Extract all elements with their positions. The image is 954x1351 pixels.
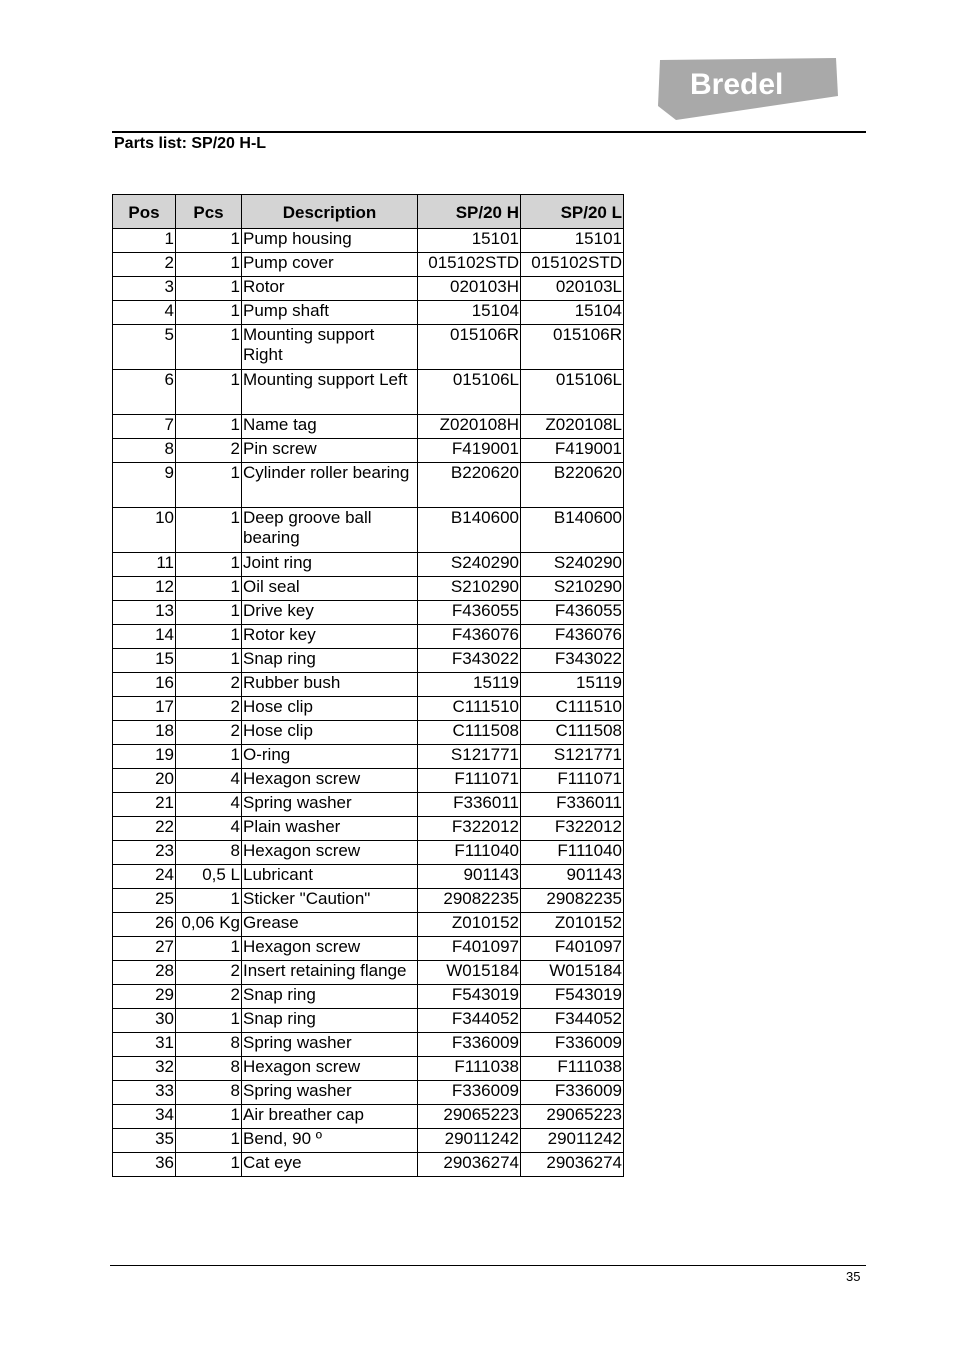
cell-description: Hexagon screw — [242, 937, 418, 961]
table-row — [113, 937, 624, 961]
cell-l: F401097 — [521, 937, 624, 961]
cell-description: Snap ring — [242, 649, 418, 673]
page-number: 35 — [846, 1269, 861, 1284]
cell-h: 29011242 — [418, 1129, 521, 1153]
cell-pos: 24 — [113, 865, 176, 889]
header-rule — [112, 131, 866, 133]
cell-pos: 34 — [113, 1105, 176, 1129]
cell-pcs: 1 — [176, 553, 242, 577]
cell-pcs: 1 — [176, 649, 242, 673]
header-sp20h: SP/20 H — [418, 195, 521, 229]
cell-description: Pin screw — [242, 439, 418, 463]
cell-h: F343022 — [418, 649, 521, 673]
cell-pcs: 8 — [176, 1057, 242, 1081]
cell-description: Bend, 90 º — [242, 1129, 418, 1153]
cell-l: F344052 — [521, 1009, 624, 1033]
cell-description: Spring washer — [242, 1081, 418, 1105]
cell-h: 015106L — [418, 370, 521, 415]
table-row — [113, 913, 624, 937]
cell-description: Hexagon screw — [242, 841, 418, 865]
cell-description: Insert retaining flange — [242, 961, 418, 985]
cell-pcs: 1 — [176, 601, 242, 625]
cell-pos: 19 — [113, 745, 176, 769]
cell-pcs: 1 — [176, 745, 242, 769]
cell-h: F419001 — [418, 439, 521, 463]
cell-pos: 18 — [113, 721, 176, 745]
table-row — [113, 601, 624, 625]
header-sp20l: SP/20 L — [521, 195, 624, 229]
cell-pos: 32 — [113, 1057, 176, 1081]
cell-l: B220620 — [521, 463, 624, 508]
parts-table — [112, 194, 624, 1177]
cell-description: Grease — [242, 913, 418, 937]
logo-text: Bredel — [690, 68, 784, 101]
table-row — [113, 577, 624, 601]
table-row — [113, 301, 624, 325]
cell-h: F111071 — [418, 769, 521, 793]
cell-pcs: 0,06 Kg — [176, 913, 242, 937]
cell-h: 29036274 — [418, 1153, 521, 1177]
cell-description: Name tag — [242, 415, 418, 439]
cell-l: F336009 — [521, 1033, 624, 1057]
cell-description: Cat eye — [242, 1153, 418, 1177]
cell-h: 015102STD — [418, 253, 521, 277]
cell-h: F436055 — [418, 601, 521, 625]
table-row — [113, 793, 624, 817]
cell-pos: 16 — [113, 673, 176, 697]
cell-pos: 2 — [113, 253, 176, 277]
cell-pcs: 1 — [176, 253, 242, 277]
table-row — [113, 769, 624, 793]
cell-h: S240290 — [418, 553, 521, 577]
cell-h: S210290 — [418, 577, 521, 601]
table-row — [113, 697, 624, 721]
cell-h: F322012 — [418, 817, 521, 841]
cell-h: F344052 — [418, 1009, 521, 1033]
cell-l: F336009 — [521, 1081, 624, 1105]
cell-pcs: 1 — [176, 625, 242, 649]
cell-pcs: 0,5 L — [176, 865, 242, 889]
cell-pos: 26 — [113, 913, 176, 937]
cell-h: C111510 — [418, 697, 521, 721]
table-row — [113, 841, 624, 865]
table-row — [113, 370, 624, 415]
table-row — [113, 865, 624, 889]
table-row — [113, 1129, 624, 1153]
header-description: Description — [242, 195, 418, 229]
cell-pcs: 4 — [176, 817, 242, 841]
cell-pos: 25 — [113, 889, 176, 913]
cell-pcs: 2 — [176, 673, 242, 697]
cell-pos: 14 — [113, 625, 176, 649]
table-row — [113, 415, 624, 439]
cell-pcs: 8 — [176, 1033, 242, 1057]
cell-h: 015106R — [418, 325, 521, 370]
cell-l: W015184 — [521, 961, 624, 985]
cell-description: Pump housing — [242, 229, 418, 253]
cell-l: 29065223 — [521, 1105, 624, 1129]
cell-description: Joint ring — [242, 553, 418, 577]
cell-l: 15101 — [521, 229, 624, 253]
cell-l: 015106L — [521, 370, 624, 415]
cell-pos: 17 — [113, 697, 176, 721]
cell-pcs: 1 — [176, 1153, 242, 1177]
cell-l: F111038 — [521, 1057, 624, 1081]
cell-pcs: 1 — [176, 937, 242, 961]
cell-h: 15101 — [418, 229, 521, 253]
cell-pos: 23 — [113, 841, 176, 865]
cell-pos: 9 — [113, 463, 176, 508]
table-row — [113, 649, 624, 673]
cell-l: 29011242 — [521, 1129, 624, 1153]
cell-l: F336011 — [521, 793, 624, 817]
cell-pos: 15 — [113, 649, 176, 673]
table-row — [113, 1009, 624, 1033]
cell-h: B220620 — [418, 463, 521, 508]
cell-pcs: 8 — [176, 841, 242, 865]
cell-l: F436076 — [521, 625, 624, 649]
cell-l: 15104 — [521, 301, 624, 325]
cell-description: Mounting support Right — [242, 325, 418, 370]
cell-l: F419001 — [521, 439, 624, 463]
cell-description: Mounting support Left — [242, 370, 418, 415]
cell-pos: 29 — [113, 985, 176, 1009]
cell-description: Pump cover — [242, 253, 418, 277]
page-title: Parts list: SP/20 H-L — [114, 135, 267, 152]
cell-pcs: 1 — [176, 463, 242, 508]
cell-pos: 22 — [113, 817, 176, 841]
cell-pos: 1 — [113, 229, 176, 253]
cell-h: 29082235 — [418, 889, 521, 913]
cell-h: F543019 — [418, 985, 521, 1009]
cell-pcs: 2 — [176, 697, 242, 721]
cell-h: 901143 — [418, 865, 521, 889]
cell-h: 29065223 — [418, 1105, 521, 1129]
cell-pcs: 2 — [176, 985, 242, 1009]
cell-description: Air breather cap — [242, 1105, 418, 1129]
cell-l: 015102STD — [521, 253, 624, 277]
cell-pcs: 2 — [176, 961, 242, 985]
cell-h: F436076 — [418, 625, 521, 649]
cell-l: Z020108L — [521, 415, 624, 439]
cell-description: Cylinder roller bearing — [242, 463, 418, 508]
cell-pos: 4 — [113, 301, 176, 325]
table-row — [113, 253, 624, 277]
cell-description: Snap ring — [242, 985, 418, 1009]
table-row — [113, 1033, 624, 1057]
table-row — [113, 721, 624, 745]
table-row — [113, 553, 624, 577]
cell-pcs: 1 — [176, 577, 242, 601]
cell-pos: 13 — [113, 601, 176, 625]
cell-h: F336009 — [418, 1033, 521, 1057]
cell-pos: 11 — [113, 553, 176, 577]
cell-h: Z020108H — [418, 415, 521, 439]
cell-l: 29082235 — [521, 889, 624, 913]
table-row — [113, 961, 624, 985]
cell-description: Rotor key — [242, 625, 418, 649]
cell-h: F401097 — [418, 937, 521, 961]
cell-description: Drive key — [242, 601, 418, 625]
cell-h: F111040 — [418, 841, 521, 865]
cell-h: S121771 — [418, 745, 521, 769]
cell-h: Z010152 — [418, 913, 521, 937]
cell-pcs: 1 — [176, 1009, 242, 1033]
cell-description: Sticker "Caution" — [242, 889, 418, 913]
cell-l: C111508 — [521, 721, 624, 745]
cell-pos: 7 — [113, 415, 176, 439]
cell-h: F336011 — [418, 793, 521, 817]
cell-pos: 21 — [113, 793, 176, 817]
parts-table-body — [113, 229, 624, 1177]
table-row — [113, 508, 624, 553]
cell-description: Spring washer — [242, 1033, 418, 1057]
cell-pos: 31 — [113, 1033, 176, 1057]
cell-pcs: 1 — [176, 889, 242, 913]
cell-h: F111038 — [418, 1057, 521, 1081]
cell-pos: 5 — [113, 325, 176, 370]
header-pos: Pos — [113, 195, 176, 229]
cell-l: S121771 — [521, 745, 624, 769]
cell-l: C111510 — [521, 697, 624, 721]
table-row — [113, 673, 624, 697]
table-row — [113, 463, 624, 508]
cell-pos: 10 — [113, 508, 176, 553]
cell-h: C111508 — [418, 721, 521, 745]
cell-l: 901143 — [521, 865, 624, 889]
cell-l: F322012 — [521, 817, 624, 841]
cell-pcs: 1 — [176, 415, 242, 439]
cell-h: W015184 — [418, 961, 521, 985]
cell-pcs: 1 — [176, 301, 242, 325]
cell-pos: 30 — [113, 1009, 176, 1033]
table-row — [113, 1153, 624, 1177]
cell-description: Spring washer — [242, 793, 418, 817]
cell-l: B140600 — [521, 508, 624, 553]
cell-pcs: 4 — [176, 769, 242, 793]
cell-pos: 12 — [113, 577, 176, 601]
cell-pos: 35 — [113, 1129, 176, 1153]
cell-description: Rotor — [242, 277, 418, 301]
cell-pcs: 1 — [176, 1129, 242, 1153]
cell-pcs: 1 — [176, 277, 242, 301]
table-row — [113, 625, 624, 649]
cell-l: F543019 — [521, 985, 624, 1009]
table-row — [113, 277, 624, 301]
table-row — [113, 439, 624, 463]
footer-rule — [110, 1265, 866, 1266]
cell-description: Lubricant — [242, 865, 418, 889]
cell-h: 020103H — [418, 277, 521, 301]
table-row — [113, 325, 624, 370]
cell-pos: 36 — [113, 1153, 176, 1177]
cell-pcs: 1 — [176, 1105, 242, 1129]
cell-l: 020103L — [521, 277, 624, 301]
bredel-logo — [656, 56, 840, 120]
cell-pcs: 1 — [176, 508, 242, 553]
cell-description: O-ring — [242, 745, 418, 769]
header-pcs: Pcs — [176, 195, 242, 229]
cell-l: 15119 — [521, 673, 624, 697]
cell-description: Hexagon screw — [242, 1057, 418, 1081]
cell-l: 015106R — [521, 325, 624, 370]
cell-description: Hexagon screw — [242, 769, 418, 793]
cell-description: Snap ring — [242, 1009, 418, 1033]
cell-description: Pump shaft — [242, 301, 418, 325]
cell-description: Hose clip — [242, 697, 418, 721]
cell-pos: 20 — [113, 769, 176, 793]
cell-l: F111071 — [521, 769, 624, 793]
cell-l: Z010152 — [521, 913, 624, 937]
table-row — [113, 985, 624, 1009]
cell-h: B140600 — [418, 508, 521, 553]
cell-l: F436055 — [521, 601, 624, 625]
table-row — [113, 1081, 624, 1105]
cell-pcs: 1 — [176, 325, 242, 370]
cell-pcs: 2 — [176, 721, 242, 745]
cell-pos: 33 — [113, 1081, 176, 1105]
table-row — [113, 1105, 624, 1129]
cell-description: Rubber bush — [242, 673, 418, 697]
cell-l: S210290 — [521, 577, 624, 601]
cell-pcs: 1 — [176, 370, 242, 415]
table-row — [113, 745, 624, 769]
cell-description: Plain washer — [242, 817, 418, 841]
cell-pos: 6 — [113, 370, 176, 415]
cell-h: 15119 — [418, 673, 521, 697]
cell-pos: 28 — [113, 961, 176, 985]
cell-l: F343022 — [521, 649, 624, 673]
header-row — [113, 195, 624, 229]
table-row — [113, 817, 624, 841]
cell-l: 29036274 — [521, 1153, 624, 1177]
cell-pcs: 1 — [176, 229, 242, 253]
cell-pos: 8 — [113, 439, 176, 463]
cell-description: Hose clip — [242, 721, 418, 745]
table-row — [113, 889, 624, 913]
cell-description: Deep groove ball bearing — [242, 508, 418, 553]
cell-h: F336009 — [418, 1081, 521, 1105]
cell-pos: 3 — [113, 277, 176, 301]
cell-pcs: 8 — [176, 1081, 242, 1105]
cell-l: S240290 — [521, 553, 624, 577]
table-row — [113, 1057, 624, 1081]
cell-l: F111040 — [521, 841, 624, 865]
cell-pcs: 4 — [176, 793, 242, 817]
cell-description: Oil seal — [242, 577, 418, 601]
table-row — [113, 229, 624, 253]
cell-pcs: 2 — [176, 439, 242, 463]
cell-pos: 27 — [113, 937, 176, 961]
cell-h: 15104 — [418, 301, 521, 325]
